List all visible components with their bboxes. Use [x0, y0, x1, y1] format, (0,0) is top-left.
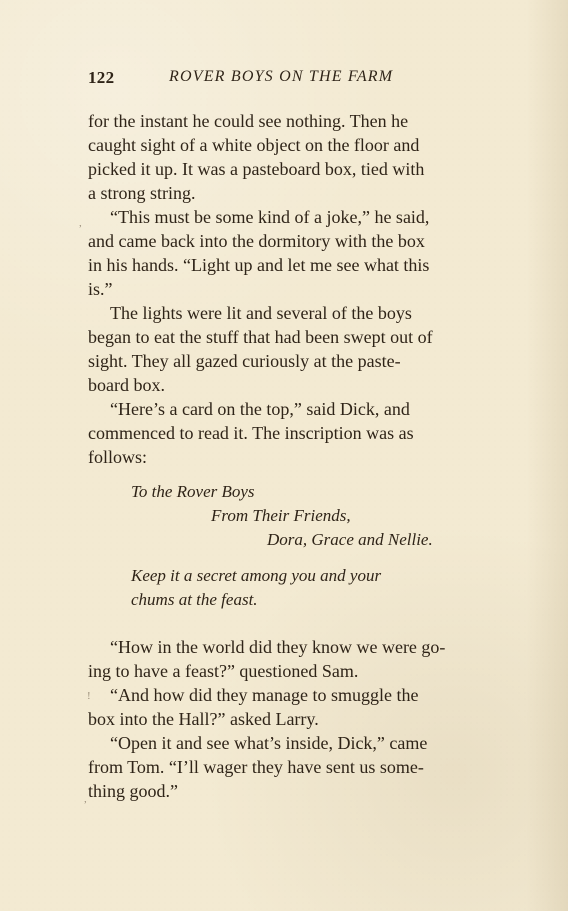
paragraph-6-line-1: “And how did they manage to smuggle the	[110, 685, 419, 705]
paragraph-6	[88, 683, 508, 731]
paragraph-7	[88, 731, 508, 803]
paragraph-4-line-1: “Here’s a card on the top,” said Dick, and	[110, 399, 410, 419]
paragraph-2-line-4: is.”	[88, 279, 113, 299]
inscription-line-4: Keep it a secret among you and your	[131, 566, 382, 585]
paragraph-4-line-2: commenced to read it. The inscription was as	[88, 423, 414, 443]
paragraph-3-line-3: sight. They all gazed curiously at the paste-	[88, 351, 401, 371]
paragraph-7-line-1: “Open it and see what’s inside, Dick,” came	[110, 733, 428, 753]
paragraph-5	[88, 635, 508, 683]
paragraph-3	[88, 301, 508, 397]
paragraph-7-line-3: thing good.”	[88, 781, 178, 801]
paragraph-5-line-2: ing to have a feast?” questioned Sam.	[88, 661, 359, 681]
inscription-line-1: To the Rover Boys	[131, 482, 255, 501]
paragraph-4-line-3: follows:	[88, 447, 148, 467]
paragraph-3-line-4: board box.	[88, 375, 165, 395]
card-inscription	[131, 480, 491, 612]
inscription-line-5: chums at the feast.	[131, 590, 258, 609]
print-mark-2: !	[87, 690, 91, 702]
page-number: 122	[88, 68, 115, 87]
paragraph-2-line-2: and came back into the dormitory with the box	[88, 231, 425, 251]
running-title: ROVER BOYS ON THE FARM	[169, 68, 394, 85]
paragraph-1-line-2: caught sight of a white object on the floor and	[88, 135, 420, 155]
inscription-line-3: Dora, Grace and Nellie.	[267, 530, 433, 549]
paragraph-1-line-4: a strong string.	[88, 183, 196, 203]
paragraph-4	[88, 397, 508, 469]
paragraph-6-line-2: box into the Hall?” asked Larry.	[88, 709, 319, 729]
print-mark-3: ,	[84, 793, 87, 805]
paragraph-2-line-1: “This must be some kind of a joke,” he said,	[110, 207, 430, 227]
paragraph-1	[88, 109, 508, 205]
paragraph-1-line-3: picked it up. It was a pasteboard box, tied with	[88, 159, 425, 179]
page-header	[88, 68, 448, 92]
print-mark-1: ,	[79, 217, 82, 229]
paragraph-1-line-1: for the instant he could see nothing. Then he	[88, 111, 409, 131]
paragraph-3-line-1: The lights were lit and several of the boys	[110, 303, 412, 323]
paragraph-7-line-2: from Tom. “I’ll wager they have sent us some-	[88, 757, 424, 777]
paragraph-3-line-2: began to eat the stuff that had been swept out of	[88, 327, 433, 347]
paragraph-2	[88, 205, 508, 301]
paragraph-5-line-1: “How in the world did they know we were go-	[110, 637, 446, 657]
inscription-line-2: From Their Friends,	[211, 506, 351, 525]
paragraph-2-line-3: in his hands. “Light up and let me see what this	[88, 255, 430, 275]
